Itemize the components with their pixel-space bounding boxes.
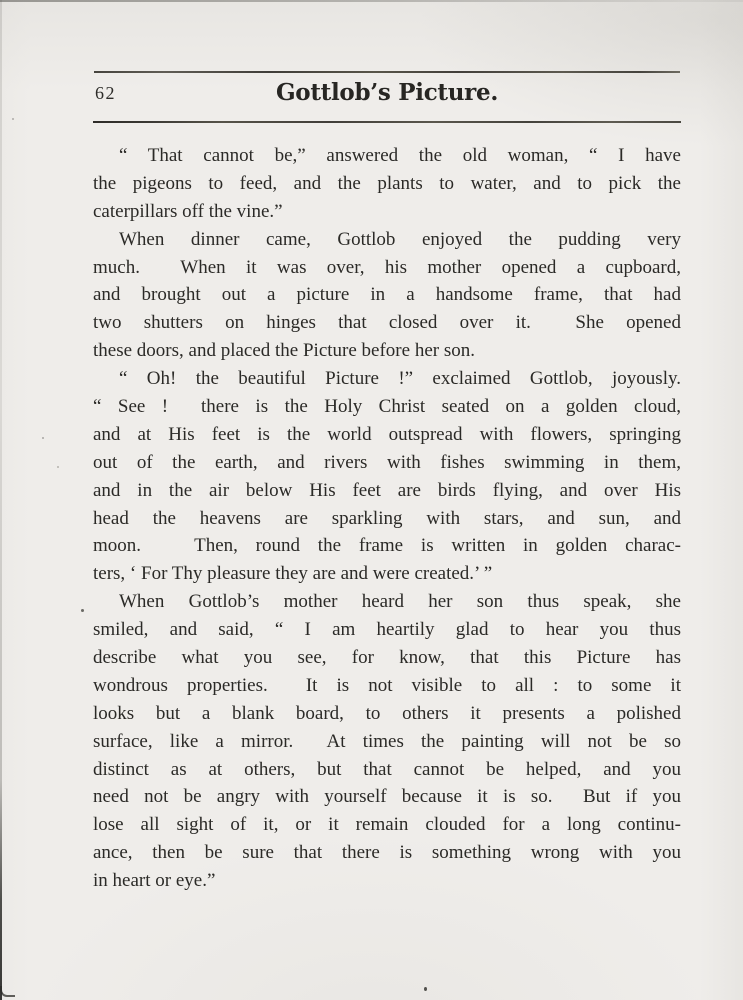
ink-speck bbox=[42, 437, 44, 439]
text-line: out of the earth, and rivers with fishes swimming in them, bbox=[93, 451, 681, 473]
paragraph bbox=[93, 226, 681, 365]
text-line: moon. Then, round the frame is written in golden charac- bbox=[93, 535, 681, 557]
text-line: ance, then be sure that there is something wrong with you bbox=[93, 842, 681, 864]
text-line: in heart or eye.” bbox=[93, 870, 216, 892]
text-line: When dinner came, Gottlob enjoyed the pudding very bbox=[119, 228, 681, 250]
ink-speck bbox=[81, 609, 84, 612]
text-line: and at His feet is the world outspread with flowers, springing bbox=[93, 423, 681, 445]
text-line: surface, like a mirror. At times the painting will not be so bbox=[93, 730, 681, 752]
page-number: 62 bbox=[95, 83, 116, 103]
running-title: Gottlob’s Picture. bbox=[275, 78, 499, 107]
text-line: “ See ! there is the Holy Christ seated on a golden cloud, bbox=[93, 396, 681, 418]
paragraph bbox=[93, 365, 681, 588]
scan-edge-top bbox=[0, 0, 743, 2]
text-line: distinct as at others, but that cannot be helped, and you bbox=[93, 758, 681, 780]
text-line: and brought out a picture in a handsome frame, that had bbox=[93, 284, 681, 306]
paragraph bbox=[93, 142, 681, 226]
text-line: head the heavens are sparkling with stars, and sun, and bbox=[93, 507, 681, 529]
text-line: much. When it was over, his mother opened a cupboard, bbox=[93, 256, 681, 278]
ink-speck bbox=[12, 118, 14, 120]
text-line: lose all sight of it, or it remain clouded for a long continu- bbox=[93, 814, 681, 836]
text-line: “ Oh! the beautiful Picture !” exclaimed Gottlob, joyously. bbox=[119, 368, 681, 390]
text-line: caterpillars off the vine.” bbox=[93, 200, 283, 222]
ink-speck bbox=[57, 466, 59, 468]
scan-edge-left bbox=[0, 0, 2, 1000]
scan-edge-bottom-hook bbox=[0, 986, 15, 997]
text-line: describe what you see, for know, that this Picture has bbox=[93, 647, 681, 669]
text-line: “ That cannot be,” answered the old woman, “ I have bbox=[119, 145, 681, 166]
text-line: these doors, and placed the Picture before her son. bbox=[93, 340, 475, 362]
paragraph bbox=[93, 588, 681, 895]
text-line: two shutters on hinges that closed over it. She opened bbox=[93, 312, 681, 334]
header-rule-top bbox=[94, 71, 680, 73]
text-line: smiled, and said, “ I am heartily glad to hear you thus bbox=[93, 619, 681, 641]
header-rule-under bbox=[93, 121, 681, 123]
text-line: and in the air below His feet are birds flying, and over His bbox=[93, 479, 681, 501]
text-line: need not be angry with yourself because it is so. But if you bbox=[93, 786, 681, 808]
text-line: looks but a blank board, to others it presents a polished bbox=[93, 702, 681, 724]
ink-speck bbox=[424, 987, 427, 991]
text-line: wondrous properties. It is not visible to all : to some it bbox=[93, 674, 681, 696]
text-line: ters, ‘ For Thy pleasure they are and were created.’ ” bbox=[93, 563, 493, 585]
page-body bbox=[93, 142, 681, 895]
text-line: the pigeons to feed, and the plants to water, and to pick the bbox=[93, 172, 681, 194]
text-line: When Gottlob’s mother heard her son thus speak, she bbox=[119, 591, 681, 613]
